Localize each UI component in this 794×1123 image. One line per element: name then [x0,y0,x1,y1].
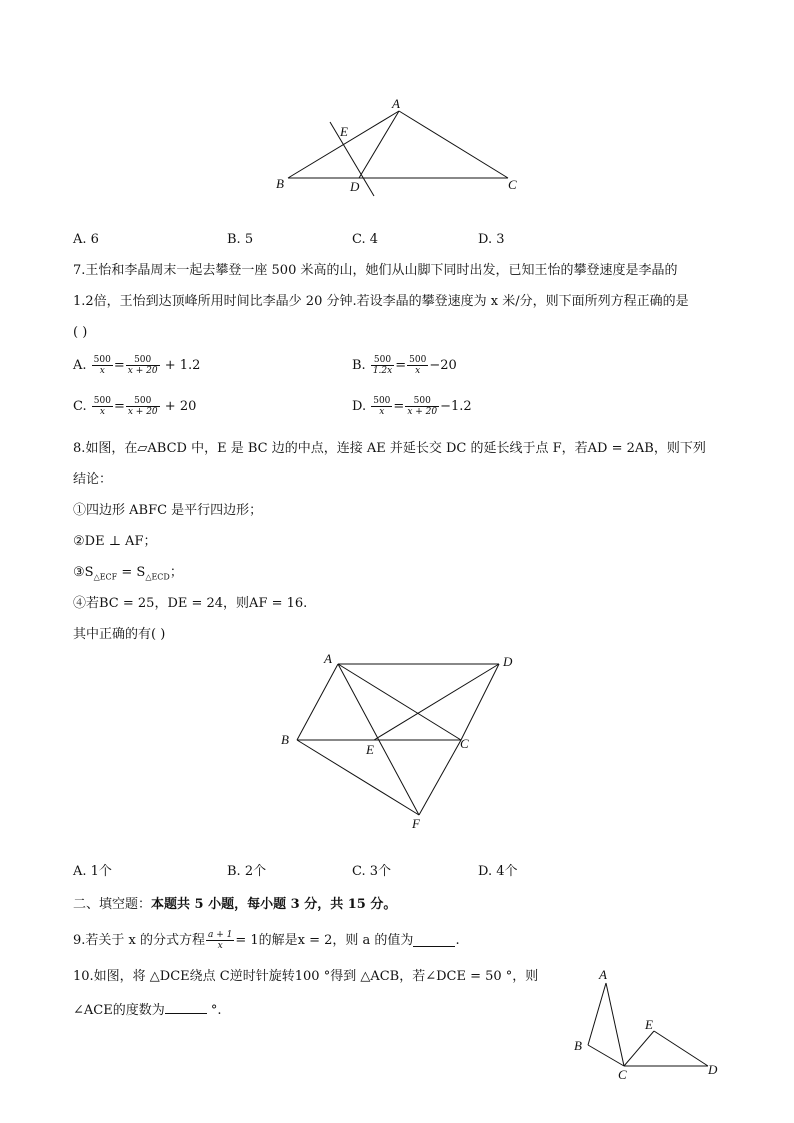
q6-option-d: D. 3 [478,232,505,247]
q8-text-line1: 8.如图，在▱ABCD 中，E 是 BC 边的中点，连接 AE 并延长交 DC 的延长线于点 F，若AD = 2AB，则下列 [73,441,706,456]
label-c: C [460,736,469,751]
segment-ac [399,111,508,178]
q8-question: 其中正确的有( ) [73,627,166,642]
q6-option-c: C. 4 [352,232,379,247]
q8-option-a: A. 1个 [73,864,112,879]
q7-text-line2: 1.2倍，王怡到达顶峰所用时间比李晶少 20 分钟.若设李晶的攀登速度为 x 米/分，则下面所列方程正确的是 [73,294,689,309]
label-e: E [645,1017,653,1032]
q10-text-line2: ∠ACE的度数为 °. [73,1003,222,1018]
q8-statement-3: $③S_{\triangle ECF} = S_{\triangle ECD}$； [73,565,183,582]
section-fill-in-heading: 二、填空题：本题共 5 小题，每小题 3 分，共 15 分。 [73,897,397,912]
label-b: B [276,176,284,191]
label-d: D [708,1062,718,1077]
label-b: B [574,1038,582,1053]
q9-answer-blank[interactable] [413,934,455,947]
figure-rotation [568,962,728,1087]
segment-ed [654,1031,708,1066]
q6-option-b: B. 5 [227,232,254,247]
label-e: E [366,742,374,757]
figure-parallelogram [278,650,528,835]
segment-ac [606,983,624,1066]
q7-option-a: A. $\frac{500}{x}$ = $\frac{500}{x + 20}$ + 1.2 [73,355,201,376]
label-d: D [503,654,513,669]
figure-triangle-abc [270,92,530,198]
label-b: B [281,732,289,747]
label-e: E [340,124,348,139]
q7-bracket: ( ) [73,325,88,340]
label-a: A [599,967,607,982]
q10-text-line1: 10.如图，将 △DCE绕点 C逆时针旋转100 °得到 △ACB，若∠DCE = 50 °，则 [73,969,539,984]
segment-ce [624,1031,654,1066]
q9-text: 9.若关于 x 的分式方程 $\frac{a + 1}{x}$ = 1的解是x = 2，则 a 的值为 . [73,930,460,951]
segment-ad [359,111,399,178]
q7-text-line1: 7.王怡和李晶周末一起去攀登一座 500 米高的山，她们从山脚下同时出发，已知王怡的攀登速度是李晶的 [73,263,678,278]
q8-text-line2: 结论： [73,472,113,487]
q8-option-d: D. 4个 [478,864,518,879]
label-a: A [392,96,400,111]
segment-bf [297,740,419,815]
q7-option-b: B. $\frac{500}{1.2x}$ = $\frac{500}{x}$ −20 [352,355,457,376]
q8-option-b: B. 2个 [227,864,267,879]
q8-statement-2: ②DE ⊥ AF； [73,534,157,549]
segment-ab [588,983,606,1045]
q8-option-c: C. 3个 [352,864,392,879]
q8-statement-4: ④若BC = 25，DE = 24，则AF = 16. [73,596,308,611]
q6-option-a: A. 6 [73,232,99,247]
label-f: F [412,816,420,831]
label-d: D [350,179,360,194]
label-c: C [508,177,517,192]
q7-option-d: D. $\frac{500}{x}$ = $\frac{500}{x + 20}$ −1.2 [352,396,472,417]
segment-ab [297,664,338,740]
label-c: C [618,1067,627,1082]
q8-statement-1: ①四边形 ABFC 是平行四边形； [73,503,263,518]
q10-answer-blank[interactable] [165,1001,207,1014]
segment-ac [338,664,461,740]
q7-option-c: C. $\frac{500}{x}$ = $\frac{500}{x + 20}$ + 20 [73,396,197,417]
segment-bc [588,1045,624,1066]
label-a: A [324,651,332,666]
segment-cf [419,740,461,815]
